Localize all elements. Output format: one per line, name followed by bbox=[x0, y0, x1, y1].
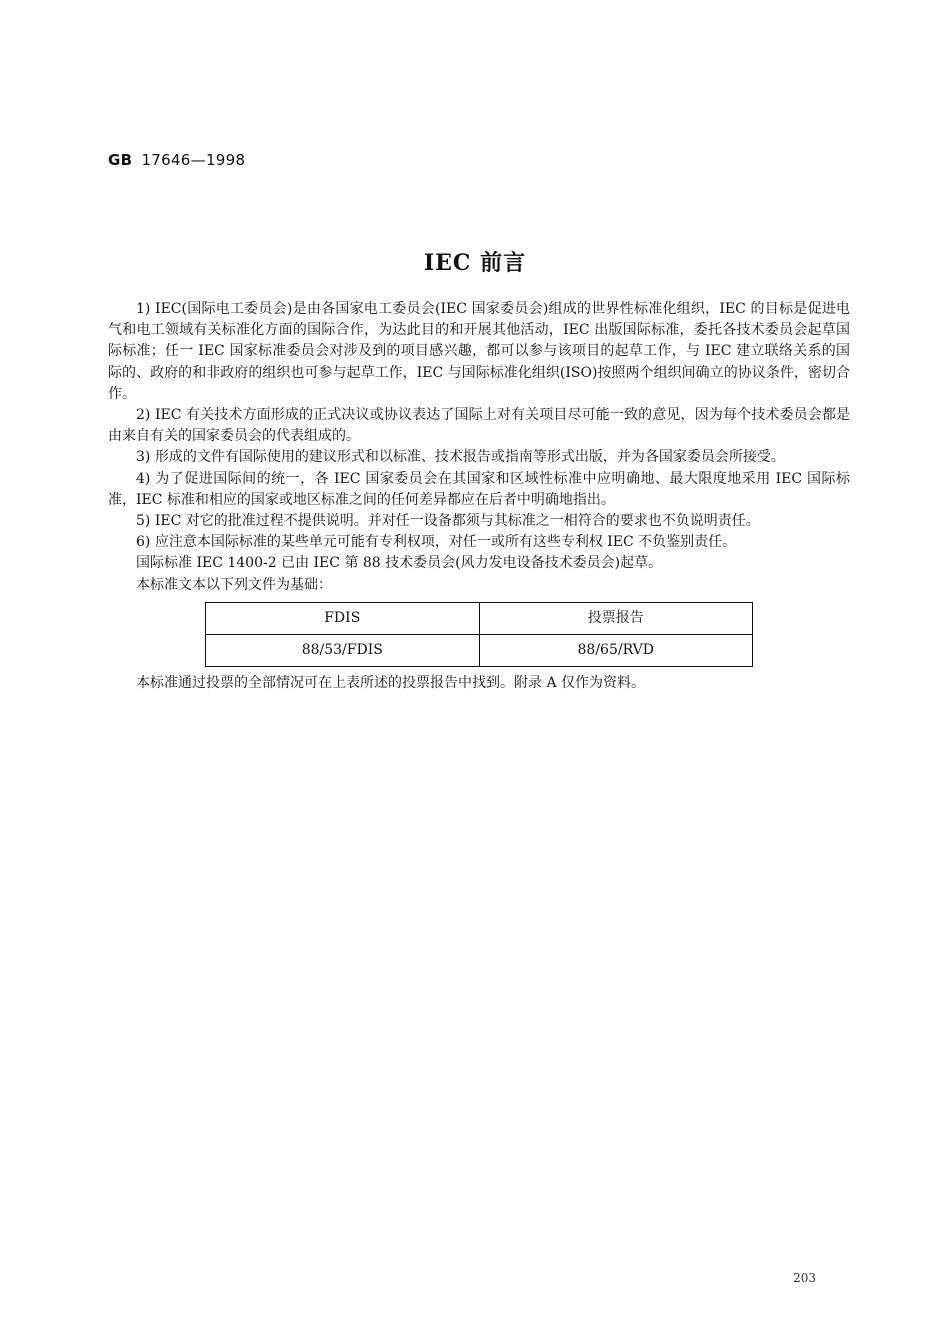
standard-code bbox=[108, 151, 245, 169]
table-cell: 88/65/RVD bbox=[479, 634, 753, 666]
foreword-body bbox=[108, 299, 850, 694]
page-title: IEC 前言 bbox=[423, 250, 527, 276]
paragraph-3: 3) 形成的文件有国际使用的建议形式和以标准、技术报告或指南等形式出版，并为各国家委员会所接受。 bbox=[136, 449, 785, 466]
paragraph-6: 6) 应注意本国际标准的某些单元可能有专利权项，对任一或所有这些专利权 IEC 不负鉴别责任。 bbox=[136, 534, 737, 551]
paragraph-4: 4) 为了促进国际间的统一，各 IEC 国家委员会在其国家和区域性标准中应明确地、最大限度地采用 IEC 国际标准，IEC 标准和相应的国家或地区标准之间的任何差异都应在后者中明确地指出。 bbox=[108, 470, 850, 508]
table-header-row bbox=[206, 602, 753, 634]
paragraph-5: 5) IEC 对它的批准过程不提供说明。并对任一设备都须与其标准之一相符合的要求也不负说明责任。 bbox=[136, 513, 760, 530]
paragraph-basis: 本标准文本以下列文件为基础： bbox=[136, 576, 332, 593]
table-cell: 88/53/FDIS bbox=[206, 634, 480, 666]
table-header-cell: 投票报告 bbox=[479, 602, 753, 634]
voting-table bbox=[205, 602, 753, 667]
paragraph-drafting: 国际标准 IEC 1400-2 已由 IEC 第 88 技术委员会(风力发电设备技术委员会)起草。 bbox=[136, 555, 663, 572]
paragraph-1: 1) IEC(国际电工委员会)是由各国家电工委员会(IEC 国家委员会)组成的世界性标准化组织，IEC 的目标是促进电气和电工领域有关标准化方面的国际合作，为达此目的和开展其他活动，IEC 出版国际标准，委托各技术委员会起草国际标准；任一 IEC 国家标准委员会对涉及到的项目感兴趣，都可以参与该项目的起草工作，与 IEC 建立联络关系的国际的、政府的和非政府的组织也可参与起草工作，IEC 与国际标准化组织(ISO)按照两个组织间确立的协议条件，密切合作。 bbox=[108, 301, 850, 402]
paragraph-2: 2) IEC 有关技术方面形成的正式决议或协议表达了国际上对有关项目尽可能一致的意见，因为每个技术委员会都是由来自有关的国家委员会的代表组成的。 bbox=[108, 407, 850, 445]
standard-number: 17646—1998 bbox=[141, 151, 246, 169]
paragraph-closing: 本标准通过投票的全部情况可在上表所述的投票报告中找到。附录 A 仅作为资料。 bbox=[136, 674, 646, 691]
table-row bbox=[206, 634, 753, 666]
page-number: 203 bbox=[793, 1271, 816, 1285]
table-header-cell: FDIS bbox=[206, 602, 480, 634]
standard-prefix: GB bbox=[108, 151, 133, 169]
